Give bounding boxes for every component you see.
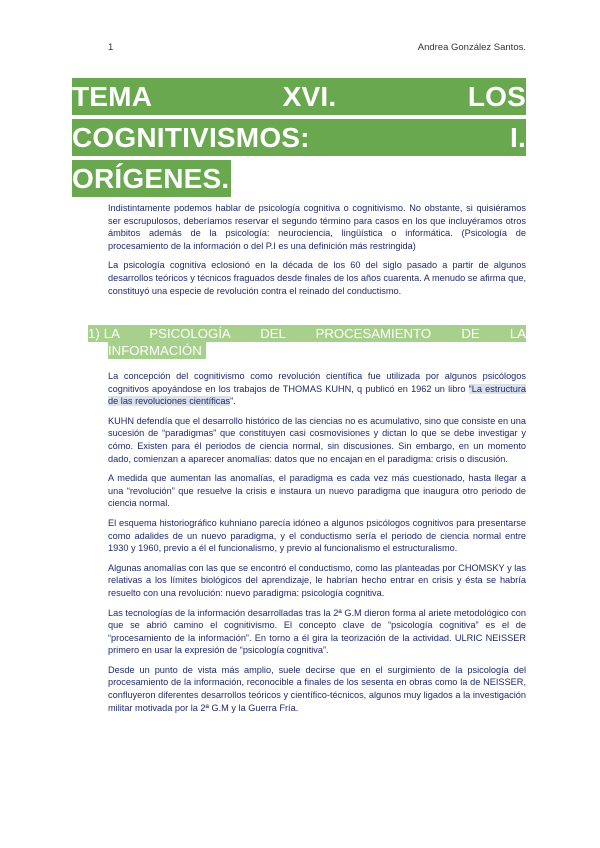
document-title	[72, 78, 526, 201]
title-line-2: COGNITIVISMOS: I.	[72, 119, 526, 156]
title-line-3: ORÍGENES.	[72, 160, 231, 197]
section-number: 1)	[88, 326, 100, 341]
section-paragraph-7: Desde un punto de vista más amplio, suele decirse que en el surgimiento de la psicología del procesamiento de la información, reconocible a finales de los sesenta en obras como la de NEISSER, confluyeron diferentes desarrollos teóricos y científico-técnicos, algunos muy ligados a la investigación militar motivada por la 2ª G.M y la Guerra Fría.	[108, 664, 526, 713]
section-paragraph-2: KUHN defendía que el desarrollo histórico de las ciencias no es acumulativo, sino que consiste en una sucesión de “paradigmas” que constituyen casi cosmovisiones y dictan lo que se debe investigar y cómo. Existen para él periodos de ciencia normal, sin discusiones. Sin embargo, en un momento dado, comienzan a aparecer anomalías: datos que no encajan en el paradigma: crisis o discusión.	[108, 415, 526, 464]
section-paragraph-4: El esquema historiográfico kuhniano parecía idóneo a algunos psicólogos cognitivos para presentarse como adalides de un nuevo paradigma, y el conductismo sería el periodo de ciencia normal entre 1930 y 1960, previo a él el funcionalismo, y previo al funcionalismo el estructuralismo.	[108, 517, 526, 554]
title-line-1: TEMA XVI. LOS	[72, 78, 526, 115]
intro-paragraph-1: Indistintamente podemos hablar de psicología cognitiva o cognitivismo. No obstante, si quisiéramos ser escrupulosos, deberíamos reservar el segundo término para casos en los que incluyéramos otros ámbitos además de la psicología: neurociencia, lingüística o informática. (Psicología de procesamiento de la información o del P.I es una definición más restringida)	[108, 203, 526, 251]
section-paragraph-5: Algunas anomalías con las que se encontró el conductismo, como las planteadas por CHOMSKY y las relativas a los límites biológicos del aprendizaje, le habrían hecho entrar en crisis y ésta se habría resuelto con una revolución: nuevo paradigma: psicología cognitiva.	[108, 562, 526, 598]
section-title-part-1: LA PSICOLOGÍA DEL PROCESAMIENTO DE LA	[103, 326, 526, 341]
intro-section	[108, 202, 526, 304]
section-paragraph-6: Las tecnologías de la información desarrolladas tras la 2ª G.M dieron forma al ariete metodológico con que se abrió camino el cognitivismo. El concepto clave de “psicología cognitiva” es el de “procesamiento de la información”. En torno a él gira la teorización de la actividad. ULRIC NEISSER primero en usar la expresión de “psicología cognitiva”.	[108, 607, 526, 656]
section-paragraph-1-end: ”.	[230, 396, 236, 407]
section-heading-line-2: INFORMACIÓN	[108, 342, 206, 359]
section-heading	[88, 325, 526, 359]
section-body	[108, 370, 526, 721]
section-heading-line-1	[88, 325, 526, 342]
section-paragraph-1	[108, 370, 526, 408]
page-number: 1	[108, 42, 114, 53]
book-title-highlight: “La estructura de las revoluciones científicas	[108, 383, 526, 407]
section-paragraph-1-text: La concepción del cognitivismo como revolución científica fue utilizada por algunos psicólogos cognitivos apoyándose en los trabajos de THOMAS KUHN, q publicó en 1962 un libro	[108, 371, 526, 394]
author-name: Andrea González Santos.	[417, 42, 526, 53]
section-paragraph-3: A medida que aumentan las anomalías, el paradigma es cada vez más cuestionado, hasta llegar a una “revolución” que resuelve la crisis e instaura un nuevo paradigma que inaugura otro periodo de ciencia normal.	[108, 473, 526, 509]
intro-paragraph-2: La psicología cognitiva eclosionó en la década de los 60 del siglo pasado a partir de algunos desarrollos teóricos y técnicos fraguados desde finales de los años cuarenta. A menudo se afirma que, constituyó una especie de revolución contra el reinado del conductismo.	[108, 260, 526, 296]
